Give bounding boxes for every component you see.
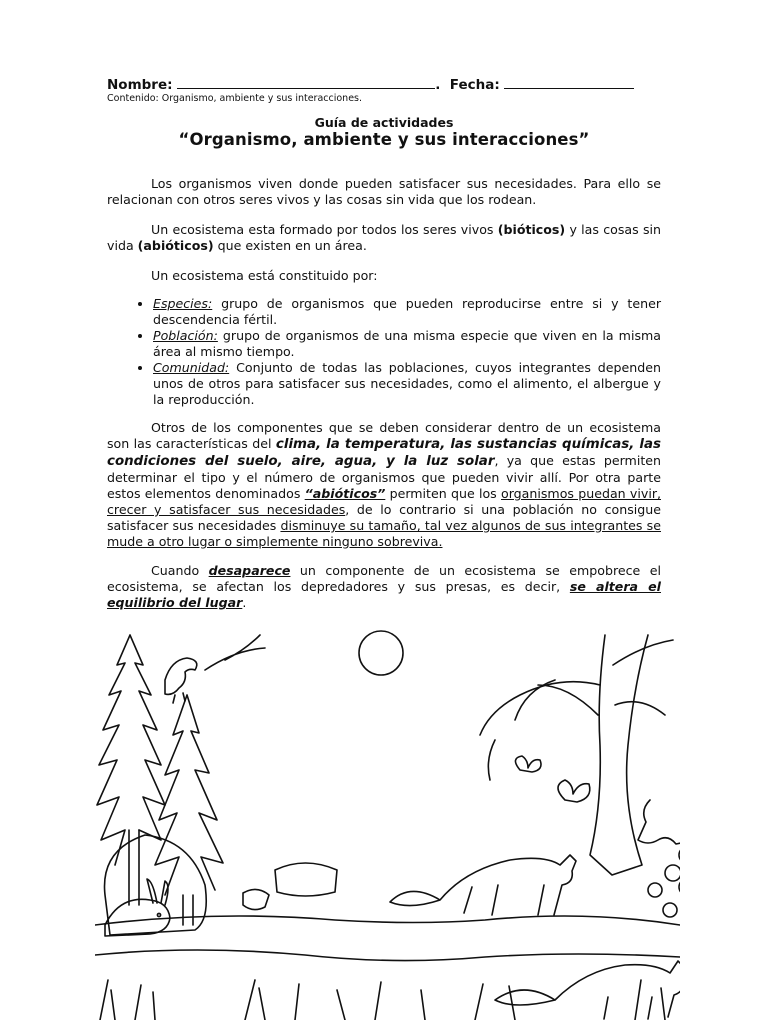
small-rock — [243, 889, 269, 909]
sun-circle — [359, 631, 403, 675]
ecosystem-illustration — [95, 625, 680, 1020]
p5-desaparece: desaparece — [208, 563, 291, 578]
p4-text-c: , ya que estas permiten determinar el tipo y el número de organismos que pueden vivir allí. Por otra parte estos elementos denominados — [107, 453, 661, 501]
list-item — [153, 360, 661, 408]
butterfly-icons — [515, 756, 589, 802]
p4-text-a: Otros de los componentes que se deben considerar dentro de un ecosistema son las características del — [107, 420, 661, 451]
bird-icon — [165, 658, 197, 703]
p2-text-a: Un ecosistema esta formado por todos los seres vivos — [151, 222, 498, 237]
list-item — [153, 296, 661, 328]
p4-underlined-2: disminuye su tamaño, tal vez algunos de sus integrantes se mude a otro lugar o simplemente ninguno sobreviva. — [107, 518, 661, 549]
guia-subtitle: Guía de actividades — [314, 115, 454, 130]
paragraph-3: Un ecosistema está constituido por: — [151, 268, 378, 283]
pine-tree-center — [155, 695, 223, 925]
p2-text-e: que existen en un área. — [213, 238, 367, 253]
p2-abioticos: (abióticos) — [137, 238, 214, 253]
list-text: Conjunto de todas las poblaciones, cuyos integrantes dependen unos de otros para satisfacer sus necesidades, como el alimento, el albergue y la reproducción. — [153, 360, 661, 407]
p4-underlined-1: organismos puedan vivir, crecer y satisfacer sus necesidades — [107, 486, 661, 517]
tree-stump — [275, 863, 337, 896]
p2-bioticos: (bióticos) — [497, 222, 566, 237]
list-text: grupo de organismos que pueden reproducirse entre si y tener descendencia fértil. — [153, 296, 661, 327]
body-text — [107, 176, 661, 625]
fecha-label: Fecha — [449, 77, 495, 93]
p4-abioticos: “abióticos” — [304, 486, 386, 501]
paragraph-1: Los organismos viven donde pueden satisfacer sus necesidades. Para ello se relacionan con otros seres vivos y las cosas sin vida que los rodean. — [107, 176, 661, 207]
p5-text-e: . — [242, 595, 247, 610]
page-title: “Organismo, ambiente y sus interacciones” — [178, 130, 590, 149]
lizard-icon — [638, 800, 680, 844]
paragraph-5 — [107, 563, 661, 611]
p4-text-g: , de lo contrario si una población no consigue satisfacer sus necesidades — [107, 502, 661, 533]
grass-blades — [100, 980, 665, 1020]
components-list — [107, 296, 661, 408]
p5-text-a: Cuando — [151, 563, 209, 578]
oak-tree-right — [480, 635, 673, 875]
p4-text-e: permiten que los — [385, 486, 502, 501]
list-term: Especies: — [153, 296, 213, 311]
flower-icons — [648, 847, 680, 917]
contenido-line: Contenido: Organismo, ambiente y sus interacciones. — [107, 93, 363, 104]
rabbit-icon — [105, 879, 170, 936]
boulder — [105, 835, 207, 935]
branches-top — [205, 635, 265, 670]
list-item — [153, 328, 661, 360]
paragraph-4 — [107, 420, 661, 550]
p4-factors: clima, la temperatura, las sustancias químicas, las condiciones del suelo, aire, agua, y la luz solar — [107, 437, 661, 469]
paragraph-2 — [107, 222, 661, 254]
p5-text-c: un componente de un ecosistema se empobrece el ecosistema, se afectan los depredadores y sus presas, es decir, — [107, 563, 661, 594]
nombre-label: Nombre — [107, 77, 168, 93]
p2-text-c: y las cosas sin vida — [107, 222, 661, 253]
p5-equilibrio: se altera el equilibrio del lugar — [107, 579, 661, 610]
name-date-line: Nombre: . Fecha: — [107, 76, 634, 93]
list-term: Población: — [153, 328, 218, 343]
list-text: grupo de organismos de una misma especie que viven en la misma área al mismo tiempo. — [153, 328, 661, 359]
list-term: Comunidad: — [153, 360, 230, 375]
fox-icons — [390, 855, 680, 1019]
nombre-blank[interactable] — [177, 76, 435, 89]
fecha-blank[interactable] — [504, 76, 634, 89]
